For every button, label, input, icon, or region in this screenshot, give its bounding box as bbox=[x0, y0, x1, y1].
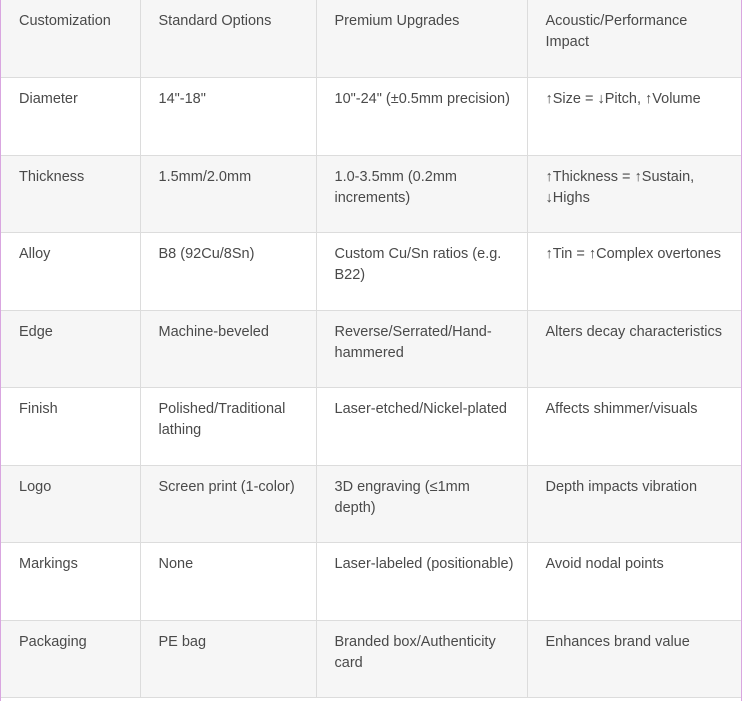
cell-standard: Polished/Traditional lathing bbox=[140, 388, 316, 466]
table-row bbox=[1, 388, 741, 466]
header-premium-upgrades: Premium Upgrades bbox=[316, 0, 527, 78]
table-row bbox=[1, 543, 741, 621]
cell-premium: 10"-24" (±0.5mm precision) bbox=[316, 78, 527, 156]
customization-table bbox=[1, 0, 741, 698]
cell-customization: Diameter bbox=[1, 78, 140, 156]
table-row bbox=[1, 233, 741, 311]
cell-standard: 1.5mm/2.0mm bbox=[140, 155, 316, 233]
cell-customization: Logo bbox=[1, 465, 140, 543]
cell-impact: Avoid nodal points bbox=[527, 543, 741, 621]
cell-customization: Thickness bbox=[1, 155, 140, 233]
header-standard-options: Standard Options bbox=[140, 0, 316, 78]
cell-standard: None bbox=[140, 543, 316, 621]
cell-customization: Markings bbox=[1, 543, 140, 621]
cell-customization: Packaging bbox=[1, 620, 140, 698]
cell-standard: Screen print (1-color) bbox=[140, 465, 316, 543]
cell-standard: 14"-18" bbox=[140, 78, 316, 156]
cell-premium: 3D engraving (≤1mm depth) bbox=[316, 465, 527, 543]
cell-premium: Custom Cu/Sn ratios (e.g. B22) bbox=[316, 233, 527, 311]
cell-impact: Alters decay characteristics bbox=[527, 310, 741, 388]
cell-premium: Laser-labeled (positionable) bbox=[316, 543, 527, 621]
cell-premium: Reverse/Serrated/Hand-hammered bbox=[316, 310, 527, 388]
cell-customization: Finish bbox=[1, 388, 140, 466]
cell-impact: ↑Size = ↓Pitch, ↑Volume bbox=[527, 78, 741, 156]
table-row bbox=[1, 155, 741, 233]
cell-impact: ↑Thickness = ↑Sustain, ↓Highs bbox=[527, 155, 741, 233]
header-acoustic-impact: Acoustic/Performance Impact bbox=[527, 0, 741, 78]
table-header-row bbox=[1, 0, 741, 78]
cell-customization: Alloy bbox=[1, 233, 140, 311]
table-row bbox=[1, 78, 741, 156]
table-row bbox=[1, 310, 741, 388]
cell-impact: Depth impacts vibration bbox=[527, 465, 741, 543]
cell-standard: B8 (92Cu/8Sn) bbox=[140, 233, 316, 311]
cell-premium: 1.0-3.5mm (0.2mm increments) bbox=[316, 155, 527, 233]
cell-impact: ↑Tin = ↑Complex overtones bbox=[527, 233, 741, 311]
cell-impact: Affects shimmer/visuals bbox=[527, 388, 741, 466]
cell-standard: Machine-beveled bbox=[140, 310, 316, 388]
cell-premium: Branded box/Authenticity card bbox=[316, 620, 527, 698]
cell-standard: PE bag bbox=[140, 620, 316, 698]
table-row bbox=[1, 465, 741, 543]
cell-customization: Edge bbox=[1, 310, 140, 388]
cell-impact: Enhances brand value bbox=[527, 620, 741, 698]
table-row bbox=[1, 620, 741, 698]
cell-premium: Laser-etched/Nickel-plated bbox=[316, 388, 527, 466]
header-customization: Customization bbox=[1, 0, 140, 78]
